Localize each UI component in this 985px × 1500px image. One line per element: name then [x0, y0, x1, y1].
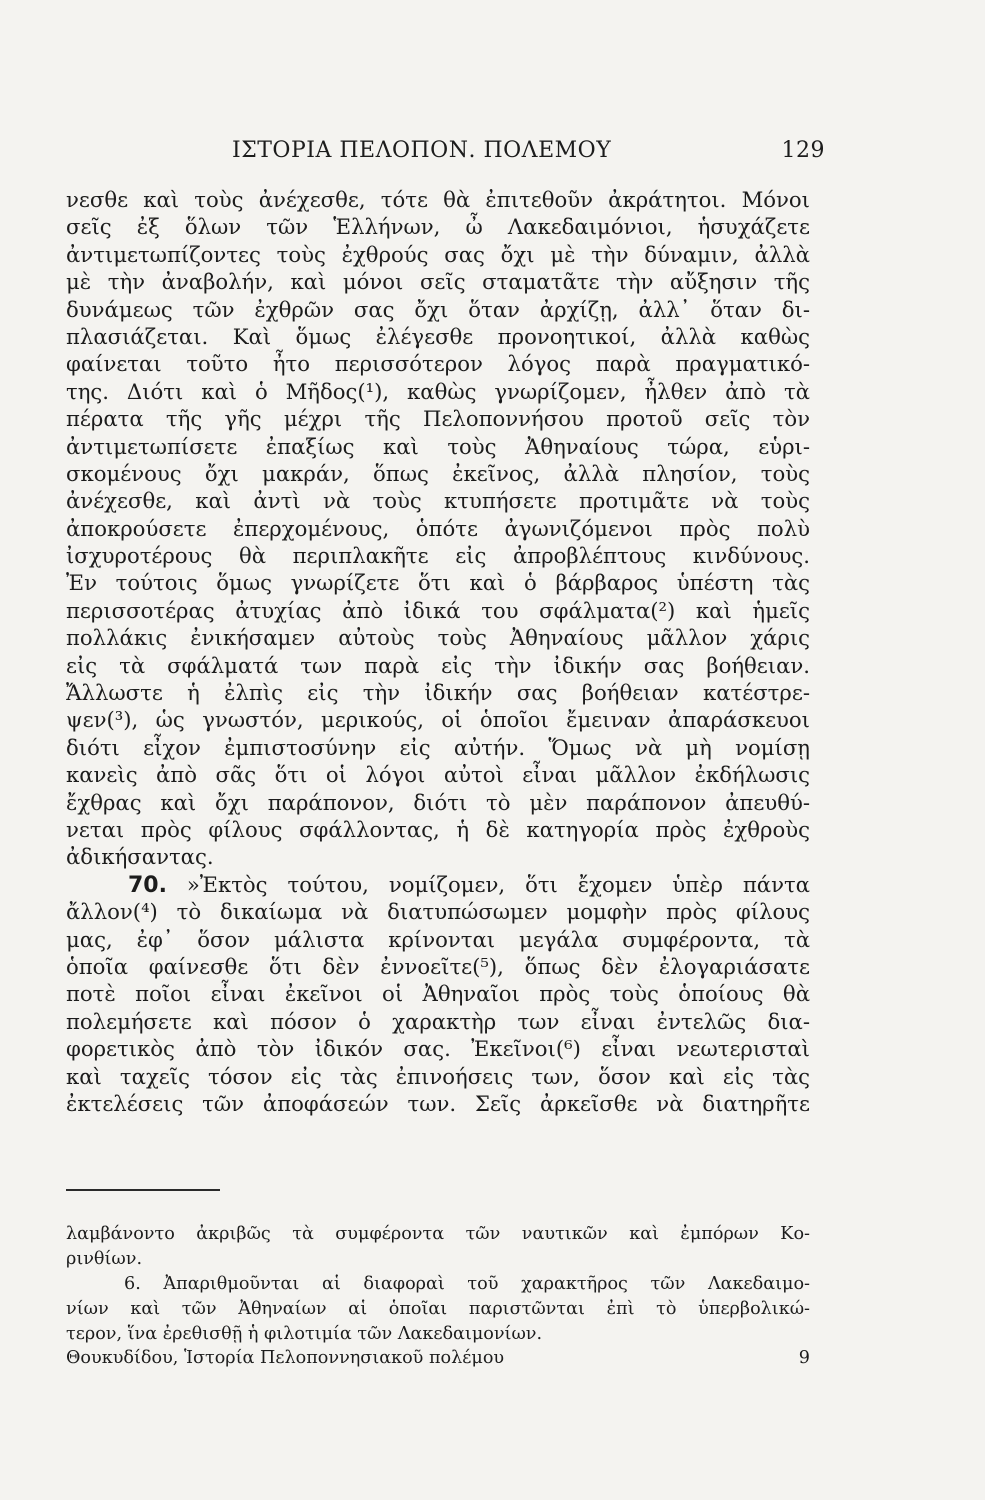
text-line: ἰσχυροτέρους θὰ περιπλακῆτε εἰς ἀπροβλέπτους κινδύνους. [66, 543, 810, 569]
text-line: Ἄλλωστε ἡ ἐλπὶς εἰς τὴν ἰδικήν σας βοήθειαν κατέστρε- [66, 680, 810, 706]
section-number: 70. [128, 872, 167, 898]
footnotes [66, 1222, 810, 1347]
footnote-line: λαμβάνοντο ἀκριβῶς τὰ συμφέροντα τῶν ναυτικῶν καὶ ἐμπόρων Κο- [66, 1224, 810, 1244]
footnote-line: ρινθίων. [66, 1249, 143, 1269]
text-line: δυνάμεως τῶν ἐχθρῶν σας ὄχι ὅταν ἀρχίζῃ, ἀλλ᾽ ὅταν δι- [66, 296, 810, 322]
text-line: νεσθε καὶ τοὺς ἀνέχεσθε, τότε θὰ ἐπιτεθοῦν ἀκράτητοι. Μόνοι [66, 187, 810, 212]
text-line: ἀδικήσαντας. [66, 844, 214, 870]
running-title: ΙΣΤΟΡΙΑ ΠΕΛΟΠΟΝ. ΠΟΛΕΜΟΥ [232, 138, 612, 163]
text-line: ποτὲ ποῖοι εἶναι ἐκεῖνοι οἱ Ἀθηναῖοι πρὸς τοὺς ὁποίους θὰ [66, 981, 810, 1007]
section-first-line: »Ἐκτὸς τούτου, νομίζομεν, ὅτι ἔχομεν ὑπὲρ πάντα [186, 871, 810, 897]
text-line: φορετικὸς ἀπὸ τὸν ἰδικόν σας. Ἐκεῖνοι(⁶) εἶναι νεωτερισταὶ [66, 1036, 810, 1062]
footnote-line: νίων καὶ τῶν Ἀθηναίων αἱ ὁποῖαι παριστῶνται ἐπὶ τὸ ὑπερβολικώ- [66, 1299, 810, 1319]
text-line: Ἐν τούτοις ὅμως γνωρίζετε ὅτι καὶ ὁ βάρβαρος ὑπέστη τὰς [66, 570, 810, 596]
page-footer [66, 1346, 810, 1371]
text-line: κανεὶς ἀπὸ σᾶς ὅτι οἱ λόγοι αὐτοὶ εἶναι μᾶλλον ἐκδήλωσις [66, 762, 810, 788]
text-line: εἰς τὰ σφάλματά των παρὰ εἰς τὴν ἰδικήν σας βοήθειαν. [66, 652, 810, 678]
main-text [66, 186, 810, 1117]
text-line: πολλάκις ἐνικήσαμεν αὐτοὺς τοὺς Ἀθηναίους μᾶλλον χάρις [66, 625, 810, 651]
text-line: ἄλλον(⁴) τὸ δικαίωμα νὰ διατυπώσωμεν μομφὴν πρὸς φίλους [66, 899, 810, 925]
text-line: μὲ τὴν ἀναβολήν, καὶ μόνοι σεῖς σταματᾶτε τὴν αὔξησιν τῆς [66, 269, 810, 295]
footnote-rule [66, 1189, 220, 1191]
text-line: διότι εἶχον ἐμπιστοσύνην εἰς αὐτήν. Ὅμως νὰ μὴ νομίσῃ [66, 734, 810, 760]
text-line: πλασιάζεται. Καὶ ὅμως ἐλέγεσθε προνοητικοί, ἀλλὰ καθὼς [66, 323, 810, 349]
footer-signature: 9 [798, 1348, 810, 1368]
text-line: σκομένους ὄχι μακράν, ὅπως ἐκεῖνος, ἀλλὰ πλησίον, τοὺς [66, 460, 810, 486]
footnote-line: τερον, ἵνα ἐρεθισθῇ ἡ φιλοτιμία τῶν Λακεδαιμονίων. [66, 1324, 543, 1344]
text-line: νεται πρὸς φίλους σφάλλοντας, ἡ δὲ κατηγορία πρὸς ἐχθροὺς [66, 816, 810, 842]
text-line: φαίνεται τοῦτο ἦτο περισσότερον λόγος παρὰ πραγματικό- [66, 351, 810, 377]
text-line: ἔχθρας καὶ ὄχι παράπονον, διότι τὸ μὲν παράπονον ἀπευθύ- [66, 789, 810, 815]
text-line: ἀνέχεσθε, καὶ ἀντὶ νὰ τοὺς κτυπήσετε προτιμᾶτε νὰ τοὺς [66, 488, 810, 514]
text-line: πέρατα τῆς γῆς μέχρι τῆς Πελοποννήσου προτοῦ σεῖς τὸν [66, 406, 810, 432]
footnote-line: 6. Ἀπαριθμοῦνται αἱ διαφοραὶ τοῦ χαρακτῆρος τῶν Λακεδαιμο- [124, 1274, 810, 1294]
text-line: καὶ ταχεῖς τόσον εἰς τὰς ἐπινοήσεις των, ὅσον καὶ εἰς τὰς [66, 1063, 810, 1089]
text-line: ἀποκρούσετε ἐπερχομένους, ὁπότε ἀγωνιζόμενοι πρὸς πολὺ [66, 515, 810, 541]
text-line: ψεν(³), ὡς γνωστόν, μερικούς, οἱ ὁποῖοι ἔμειναν ἀπαράσκευοι [66, 707, 810, 733]
text-line: πολεμήσετε καὶ πόσον ὁ χαρακτὴρ των εἶναι ἐντελῶς δια- [66, 1008, 810, 1034]
text-line: ἀντιμετωπίσετε ἐπαξίως καὶ τοὺς Ἀθηναίους τώρα, εὑρι- [66, 433, 810, 459]
text-line: μας, ἐφ᾽ ὅσον μάλιστα κρίνονται μεγάλα συμφέροντα, τὰ [66, 926, 810, 952]
text-line: περισσοτέρας ἀτυχίας ἀπὸ ἰδικά του σφάλματα(²) καὶ ἡμεῖς [66, 597, 810, 623]
footer-book-title: Θουκυδίδου, Ἱστορία Πελοποννησιακοῦ πολέμου [66, 1348, 505, 1368]
text-line: ὁποῖα φαίνεσθε ὅτι δὲν ἐννοεῖτε(⁵), ὅπως δὲν ἐλογαριάσατε [66, 953, 810, 979]
page-number: 129 [781, 138, 825, 163]
section-70-opening [66, 871, 810, 898]
text-line: της. Διότι καὶ ὁ Μῆδος(¹), καθὼς γνωρίζομεν, ἦλθεν ἀπὸ τὰ [66, 378, 810, 404]
text-line: σεῖς ἐξ ὅλων τῶν Ἑλλήνων, ὦ Λακεδαιμόνιοι, ἡσυχάζετε [66, 214, 810, 240]
text-line: ἐκτελέσεις τῶν ἀποφάσεών των. Σεῖς ἀρκεῖσθε νὰ διατηρῆτε [66, 1090, 810, 1116]
text-line: ἀντιμετωπίζοντες τοὺς ἐχθρούς σας ὄχι μὲ τὴν δύναμιν, ἀλλὰ [66, 241, 810, 267]
